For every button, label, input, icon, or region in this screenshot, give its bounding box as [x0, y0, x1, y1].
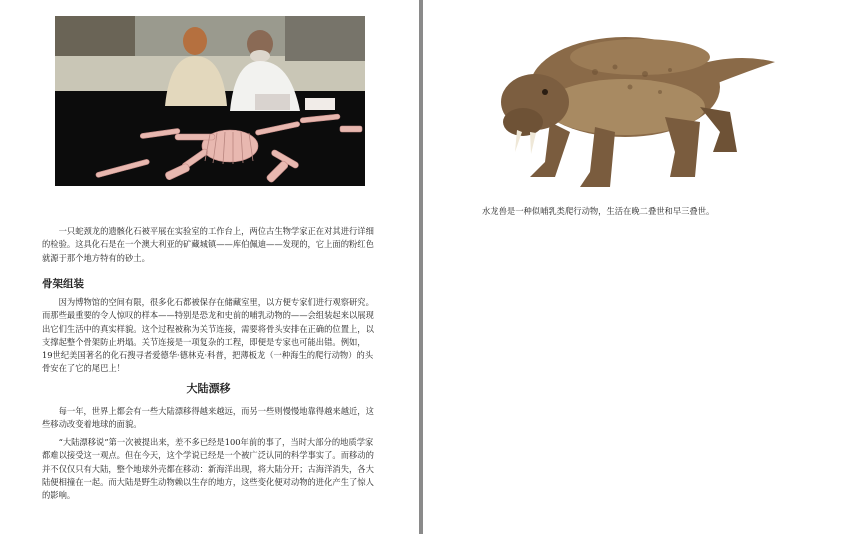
- section-heading-skeleton-assembly: 骨架组装: [42, 278, 84, 290]
- skeleton-assembly-paragraph: 因为博物馆的空间有限，很多化石都被保存在储藏室里，以方便专家们进行观察研究。而那些最重要的令人惊叹的样本——特别是恐龙和史前的哺乳动物的——会组装起来以展现出它们生活中的真实样貌。这个过程被称为关节连接，需要将骨头安排在正确的位置上，以支撑起整个骨架防止坍塌。关节连接是一项复杂的工程，即便是专家也可能出错。例如，19世纪美国著名的化石搜寻者爱德华·德林克·科普，把薄板龙（一种海生的爬行动物）的头骨安在了它的尾巴上！: [42, 297, 374, 374]
- fossil-lab-illustration: [55, 16, 365, 186]
- left-page: [0, 0, 419, 534]
- fossil-lab-photo: [55, 16, 365, 186]
- photo-caption: 一只蛇颈龙的遗骸化石被平展在实验室的工作台上，两位古生物学家正在对其进行详细的检验。这具化石是在一个澳大利亚的矿藏城镇——库伯佩迪——发现的，它上面的粉红色就源于那个地方特有的砂土。: [42, 226, 374, 263]
- continental-drift-paragraph-2: “大陆漂移说”第一次被提出来，差不多已经是100年前的事了，当时大部分的地质学家都难以接受这一观点。但在今天，这个学说已经是一个被广泛认同的科学事实了。而移动的并不仅仅只有大陆，整个地球外壳都在移动：新海洋出现，将大陆分开；古海洋消失，各大陆便相撞在一起。而大陆是野生动物赖以生存的地方，这些变化便对动物的进化产生了惊人的影响。: [42, 437, 374, 501]
- dino-caption: 水龙兽是一种似哺乳类爬行动物，生活在晚二叠世和早三叠世。: [482, 206, 715, 216]
- lystrosaurus-illustration: [475, 12, 780, 197]
- section-heading-continental-drift: 大陆漂移: [186, 382, 231, 395]
- continental-drift-paragraph-1: 每一年，世界上都会有一些大陆漂移得越来越远，而另一些则慢慢地靠得越来越近，这些移动改变着地球的面貌。: [42, 406, 374, 430]
